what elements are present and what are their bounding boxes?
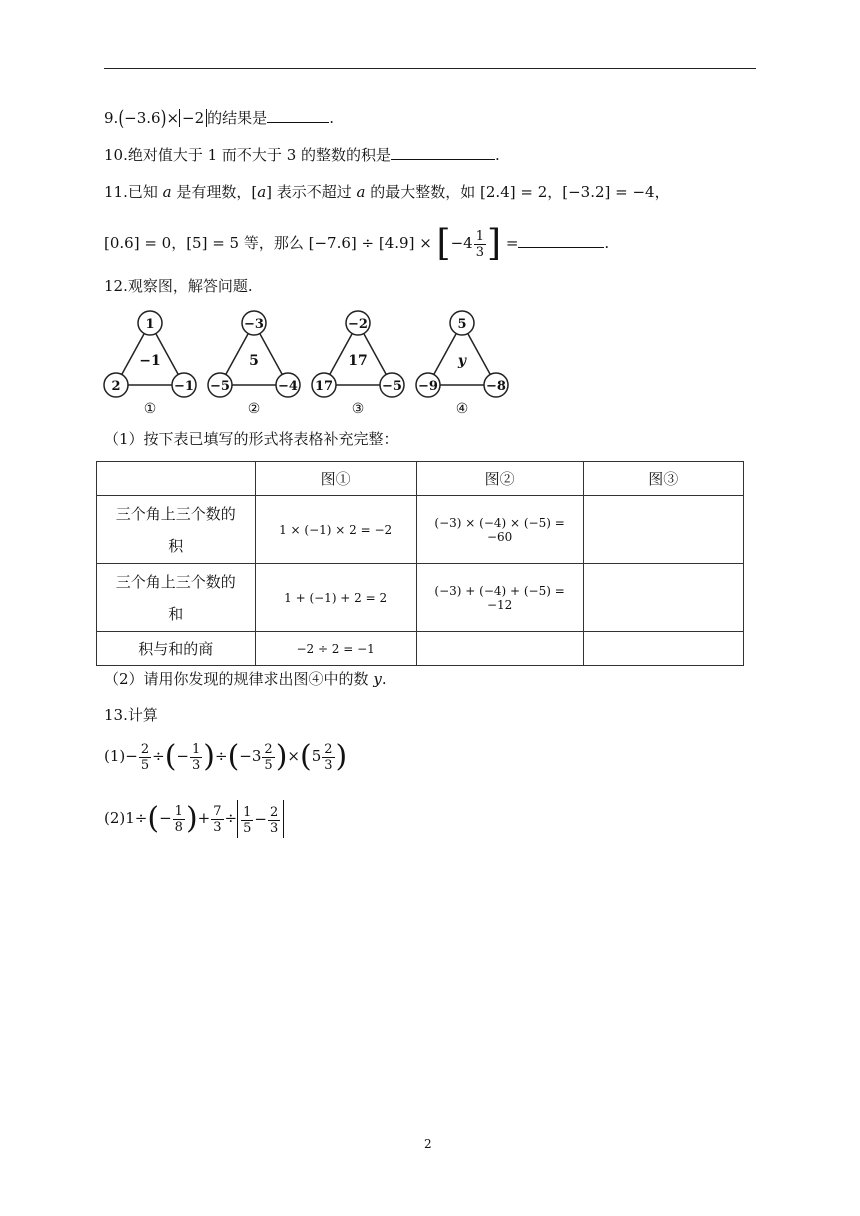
center-value: 5 — [249, 353, 259, 369]
table-cell-empty[interactable] — [583, 564, 743, 632]
triangle-figure — [208, 311, 300, 417]
center-value: −1 — [139, 353, 161, 369]
table-row — [97, 632, 744, 666]
vertex-left-value: −5 — [210, 379, 230, 394]
row-label: 积与和的商 — [97, 632, 256, 666]
triangle-figure — [104, 311, 196, 417]
table-header-row — [97, 462, 744, 496]
vertex-right-value: −4 — [278, 379, 298, 394]
table-row — [97, 496, 744, 564]
question-12-part-2: （2）请用你发现的规律求出图④中的数 y. — [104, 670, 387, 688]
vertex-top-value: 1 — [145, 317, 155, 332]
question-10: 10.绝对值大于 1 而不大于 3 的整数的积是 . — [104, 146, 500, 164]
question-13-part-1: (1)− $\frac{2}{5}$ ÷(− $\frac{1}{3}$ )÷(−3 $\frac{2}{5}$ )×(5 $\frac{2}{3}$ ) — [104, 739, 348, 774]
table-cell: 1 × (−1) × 2 = −2 — [255, 496, 416, 564]
question-12-part-1: （1）按下表已填写的形式将表格补充完整： — [104, 430, 399, 448]
table-row — [97, 564, 744, 632]
answer-blank[interactable] — [391, 159, 495, 160]
answer-table — [96, 461, 744, 666]
header-cell — [97, 462, 256, 496]
header-cell: 图② — [416, 462, 583, 496]
figure-label: ③ — [351, 401, 365, 417]
question-9: 9.(−3.6)× −2 的结果是 . — [104, 105, 334, 131]
vertex-top-value: −2 — [348, 317, 368, 332]
table-cell-empty[interactable] — [416, 632, 583, 666]
triangle-figure — [416, 311, 508, 417]
question-13-title: 13.计算 — [104, 706, 158, 724]
vertex-left-value: 17 — [314, 379, 334, 394]
question-12-title: 12.观察图，解答问题. — [104, 277, 253, 295]
table-cell: 1 + (−1) + 2 = 2 — [255, 564, 416, 632]
header-cell: 图① — [255, 462, 416, 496]
answer-blank[interactable] — [267, 122, 329, 123]
page-number: 2 — [424, 1137, 432, 1151]
vertex-right-value: −5 — [382, 379, 402, 394]
table-cell: (−3) + (−4) + (−5) = −12 — [416, 564, 583, 632]
question-13-part-2: (2)1÷(− $\frac{1}{8}$ )+ $\frac{7}{3}$ ÷ $\frac{1}{5}$ − $\frac{2}{3}$ — [104, 799, 284, 838]
table-cell: −2 ÷ 2 = −1 — [255, 632, 416, 666]
figure-label: ④ — [455, 401, 469, 417]
figure-label: ① — [143, 401, 157, 417]
center-value: 17 — [348, 353, 368, 369]
row-label: 三个角上三个数的 积 — [97, 496, 256, 564]
triangle-figures — [102, 309, 512, 419]
figure-label: ② — [247, 401, 261, 417]
vertex-left-value: −9 — [418, 379, 438, 394]
row-label: 三个角上三个数的 和 — [97, 564, 256, 632]
header-cell: 图③ — [583, 462, 743, 496]
vertex-right-value: −1 — [174, 379, 194, 394]
answer-blank[interactable] — [518, 247, 604, 248]
header-rule — [104, 68, 756, 69]
vertex-top-value: −3 — [244, 317, 264, 332]
vertex-right-value: −8 — [486, 379, 506, 394]
vertex-left-value: 2 — [111, 379, 121, 394]
triangle-figure — [312, 311, 404, 417]
table-cell-empty[interactable] — [583, 632, 743, 666]
question-11-line-1: 11.已知 a 是有理数，[a] 表示不超过 a 的最大整数，如 [2.4] = 2，[−3.2] = −4， — [104, 183, 670, 201]
vertex-top-value: 5 — [457, 317, 467, 332]
table-cell: (−3) × (−4) × (−5) = −60 — [416, 496, 583, 564]
question-11-line-2: [0.6] = 0，[5] = 5 等，那么 [−7.6] ÷ [4.9] × [−4 $\frac{1}{3}$ ] = . — [104, 223, 610, 264]
table-cell-empty[interactable] — [583, 496, 743, 564]
center-value: y — [457, 353, 467, 369]
